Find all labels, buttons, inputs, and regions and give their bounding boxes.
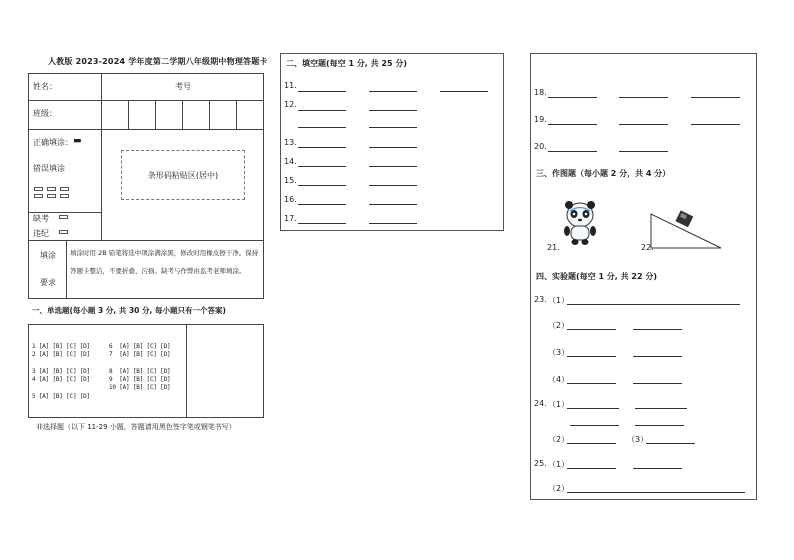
student-info-box	[28, 73, 264, 299]
q13-blank-2[interactable]	[369, 147, 417, 148]
q12-blank-1[interactable]	[298, 110, 346, 111]
notice-text-2: 答题卡整洁，不要折叠、污损。缺考与作弊由监考老师填涂。	[70, 267, 246, 275]
choice-row-5[interactable]: 5 [A] [B] [C] [D]	[32, 393, 91, 400]
q24-part3-label: （3）	[627, 435, 649, 444]
q18-blank-3[interactable]	[691, 97, 740, 98]
violation-label: 违纪	[33, 229, 49, 238]
q12-blank-4[interactable]	[369, 127, 417, 128]
q11-blank-1[interactable]	[298, 91, 346, 92]
fill-blank-title: 二、填空题(每空 1 分, 共 25 分)	[286, 59, 407, 68]
q25-part2-label: （2）	[548, 484, 570, 493]
q15-blank-2[interactable]	[369, 185, 417, 186]
wrong-fill-sample-check	[60, 194, 69, 198]
choice-row-6[interactable]: 6 [A] [B] [C] [D]	[109, 343, 171, 350]
q19-blank-2[interactable]	[619, 124, 668, 125]
q14-number: 14.	[284, 157, 297, 166]
notice-label-requirement: 要求	[40, 278, 56, 287]
wrong-fill-sample-dot	[47, 187, 56, 191]
q22-number: 22.	[641, 243, 654, 252]
wrong-fill-sample-line	[47, 194, 56, 198]
q25-part1-label: （1）	[548, 460, 570, 469]
class-label: 班级：	[33, 109, 57, 118]
q11-blank-3[interactable]	[440, 91, 488, 92]
non-choice-title: 非选择题（以下 11-29 小题，答题请用黑色签字笔或钢笔书写）	[36, 423, 236, 431]
q23-part4-blank-2[interactable]	[633, 383, 682, 384]
q11-blank-2[interactable]	[369, 91, 417, 92]
q12-blank-3[interactable]	[298, 127, 346, 128]
q24-part1-blank-2[interactable]	[635, 408, 687, 409]
q17-blank-1[interactable]	[298, 223, 346, 224]
choice-row-9[interactable]: 9 [A] [B] [C] [D]	[109, 376, 171, 383]
q12-number: 12.	[284, 100, 297, 109]
choice-row-10[interactable]: 10 [A] [B] [C] [D]	[109, 384, 171, 391]
choice-row-1[interactable]: 1 [A] [B] [C] [D]	[32, 343, 91, 350]
notice-text-1: 填涂时用 2B 铅笔将选中项涂满涂黑，修改时用橡皮擦干净。保持	[70, 249, 259, 257]
wrong-fill-sample-half	[60, 187, 69, 191]
q14-blank-1[interactable]	[298, 166, 346, 167]
q15-blank-1[interactable]	[298, 185, 346, 186]
q16-blank-2[interactable]	[369, 204, 417, 205]
q23-number: 23.	[534, 295, 547, 304]
q12-blank-2[interactable]	[369, 110, 417, 111]
choice-row-4[interactable]: 4 [A] [B] [C] [D]	[32, 376, 91, 383]
q23-part1-blank[interactable]	[567, 304, 740, 305]
q19-blank-3[interactable]	[691, 124, 740, 125]
barcode-area: 条形码粘贴区(居中)	[121, 150, 245, 200]
answer-sheet-title: 人教版 2023-2024 学年度第二学期八年级期中物理答题卡	[48, 57, 268, 66]
wrong-fill-label: 错误填涂	[33, 164, 65, 173]
q19-blank-1[interactable]	[548, 124, 597, 125]
drawing-title: 三、作图题（每小题 2 分，共 4 分）	[536, 169, 671, 178]
q23-part2-label: （2）	[548, 321, 570, 330]
panda-mascot-image	[559, 200, 601, 246]
q23-part3-blank-2[interactable]	[633, 356, 682, 357]
choice-row-7[interactable]: 7 [A] [B] [C] [D]	[109, 351, 171, 358]
q24-part1-blank-1[interactable]	[567, 408, 619, 409]
wrong-fill-sample-slash	[34, 194, 43, 198]
q24-part1-blank-3[interactable]	[570, 425, 619, 426]
q11-number: 11.	[284, 81, 297, 90]
choice-row-8[interactable]: 8 [A] [B] [C] [D]	[109, 368, 171, 375]
q20-number: 20.	[534, 142, 547, 151]
q24-part2-label: （2）	[548, 435, 570, 444]
q23-part4-blank-1[interactable]	[567, 383, 616, 384]
q21-number: 21.	[547, 243, 560, 252]
q23-part2-blank-1[interactable]	[567, 329, 616, 330]
correct-fill-label: 正确填涂：	[33, 138, 73, 147]
q23-part1-label: （1）	[548, 296, 570, 305]
q24-part1-label: （1）	[548, 400, 570, 409]
correct-fill-mark: ▬	[73, 136, 82, 146]
q24-part1-blank-4[interactable]	[635, 425, 684, 426]
right-answer-panel	[530, 53, 757, 500]
q20-blank-2[interactable]	[619, 151, 668, 152]
q17-blank-2[interactable]	[369, 223, 417, 224]
q25-part2-blank[interactable]	[567, 492, 745, 493]
violation-checkbox[interactable]	[59, 230, 68, 234]
q24-number: 24.	[534, 399, 547, 408]
q25-part1-blank-2[interactable]	[633, 468, 682, 469]
q19-number: 19.	[534, 115, 547, 124]
q24-part2-blank[interactable]	[567, 443, 616, 444]
exam-number-label: 考号	[175, 82, 191, 91]
q23-part3-blank-1[interactable]	[567, 356, 616, 357]
experiment-title: 四、实验题(每空 1 分, 共 22 分)	[536, 272, 657, 281]
absent-label: 缺考	[33, 214, 49, 223]
wrong-fill-sample-cross	[34, 187, 43, 191]
q23-part4-label: （4）	[548, 375, 570, 384]
q20-blank-1[interactable]	[548, 151, 597, 152]
q24-part3-blank[interactable]	[646, 443, 695, 444]
q18-blank-2[interactable]	[619, 97, 668, 98]
q16-number: 16.	[284, 195, 297, 204]
q13-number: 13.	[284, 138, 297, 147]
q13-blank-1[interactable]	[298, 147, 346, 148]
q23-part2-blank-2[interactable]	[633, 329, 682, 330]
single-choice-title: 一、单选题(每小题 3 分, 共 30 分, 每小题只有一个答案)	[32, 306, 226, 315]
q16-blank-1[interactable]	[298, 204, 346, 205]
choice-row-2[interactable]: 2 [A] [B] [C] [D]	[32, 351, 91, 358]
name-label: 姓名：	[33, 82, 57, 91]
q25-number: 25.	[534, 459, 547, 468]
q17-number: 17.	[284, 214, 297, 223]
q15-number: 15.	[284, 176, 297, 185]
choice-row-3[interactable]: 3 [A] [B] [C] [D]	[32, 368, 91, 375]
notice-label-fill: 填涂	[40, 251, 56, 260]
fill-blank-panel	[280, 53, 504, 231]
q25-part1-blank-1[interactable]	[567, 468, 616, 469]
absent-checkbox[interactable]	[59, 215, 68, 219]
q18-blank-1[interactable]	[548, 97, 597, 98]
q23-part3-label: （3）	[548, 348, 570, 357]
q18-number: 18.	[534, 88, 547, 97]
single-choice-box	[28, 324, 264, 418]
q14-blank-2[interactable]	[369, 166, 417, 167]
